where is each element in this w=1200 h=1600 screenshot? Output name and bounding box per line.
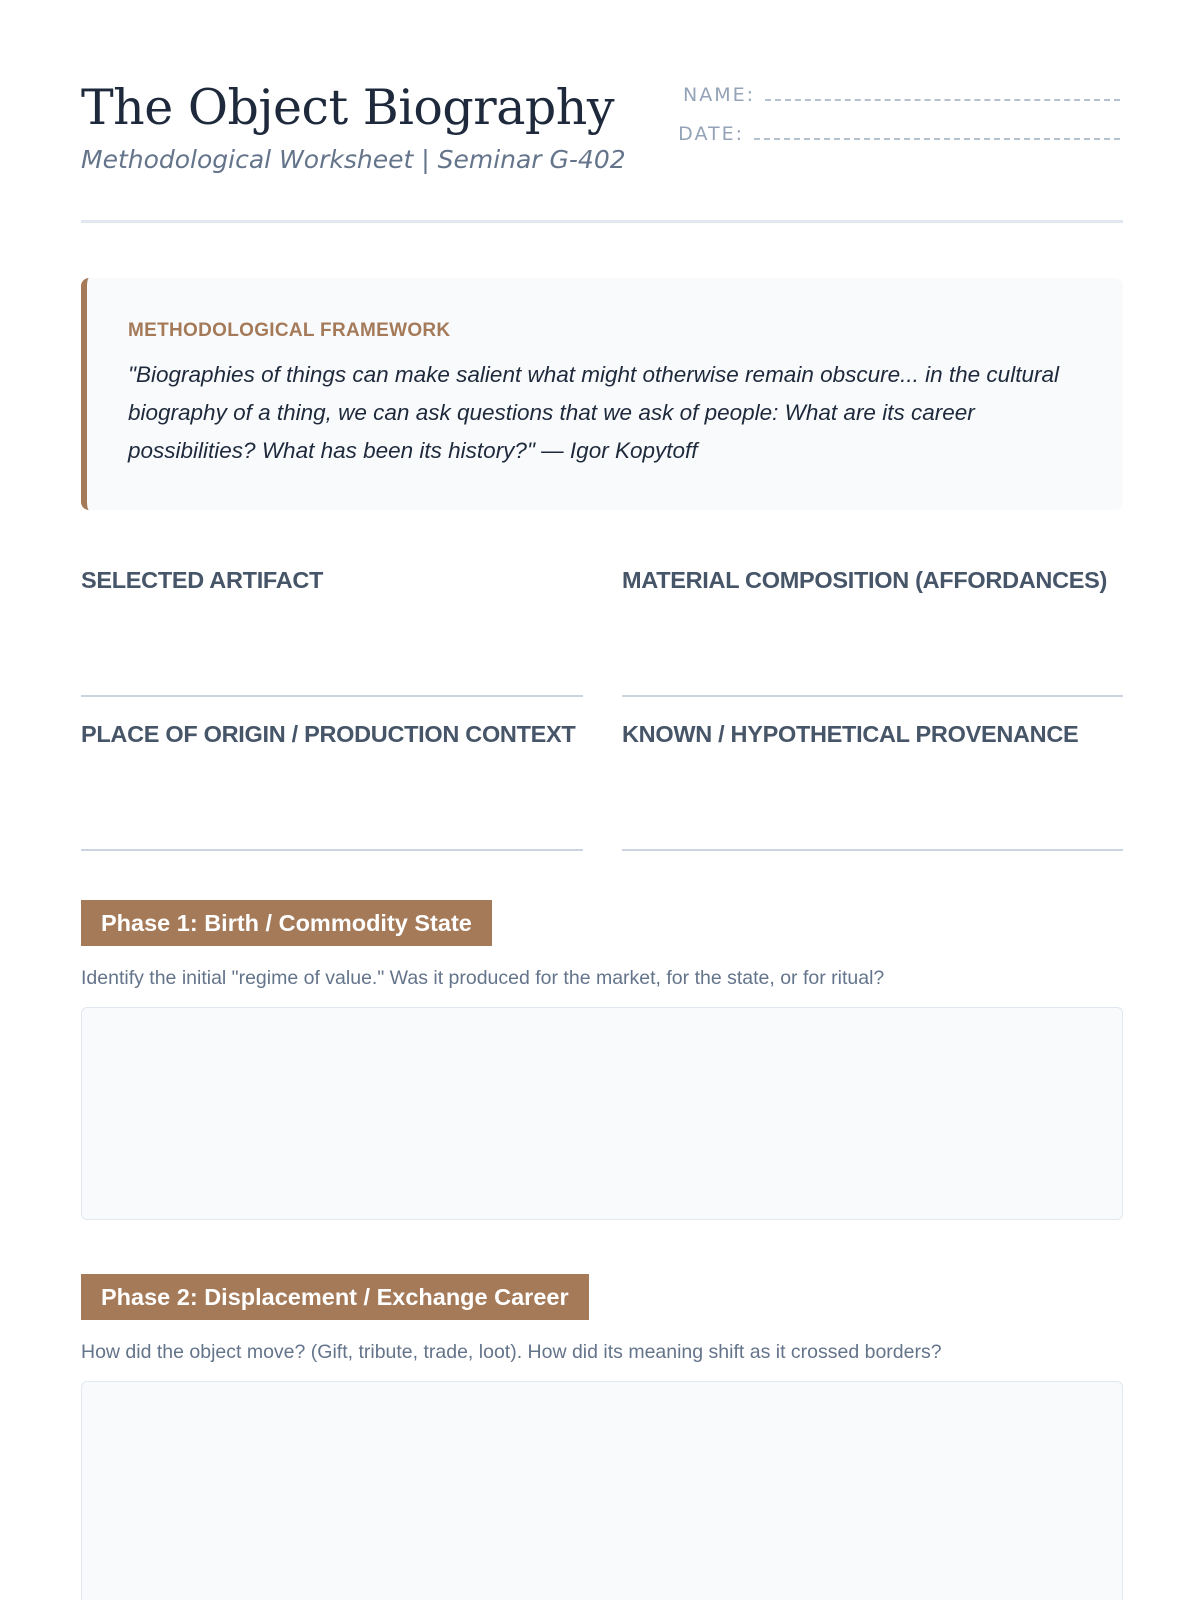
methodological-framework-callout	[81, 278, 1123, 510]
selected-artifact-field[interactable]	[81, 567, 583, 697]
selected-artifact-label: SELECTED ARTIFACT	[81, 567, 324, 593]
phase-2-prompt: How did the object move? (Gift, tribute, trade, loot). How did its meaning shift as it crossed borders?	[81, 1341, 942, 1363]
phase-1-prompt: Identify the initial "regime of value." Was it produced for the market, for the state, or for ritual?	[81, 967, 885, 989]
worksheet-header	[81, 78, 1120, 222]
place-of-origin-label: PLACE OF ORIGIN / PRODUCTION CONTEXT	[81, 721, 576, 747]
material-composition-field[interactable]	[622, 567, 1123, 697]
name-label: NAME:	[682, 84, 755, 106]
framework-label: METHODOLOGICAL FRAMEWORK	[128, 320, 451, 341]
framework-quote: "Biographies of things can make salient what might otherwise remain obscure... in the cultural biography of a thing, we can ask questions that we ask of people: What are its career possibilities? What has been its history?" — Igor Kopytoff	[128, 362, 1059, 463]
provenance-label: KNOWN / HYPOTHETICAL PROVENANCE	[622, 721, 1079, 747]
header-divider	[81, 220, 1123, 223]
phase-1-heading: Phase 1: Birth / Commodity State	[81, 900, 492, 946]
page-subtitle: Methodological Worksheet | Seminar G-402	[81, 145, 626, 174]
date-blank-line[interactable]	[754, 122, 1120, 140]
provenance-field[interactable]	[622, 721, 1123, 851]
place-of-origin-field[interactable]	[81, 721, 583, 851]
phase-2-response-box[interactable]	[81, 1381, 1123, 1600]
material-composition-label: MATERIAL COMPOSITION (AFFORDANCES)	[622, 567, 1108, 593]
date-field	[678, 122, 1120, 145]
phase-1-response-box[interactable]	[81, 1007, 1123, 1220]
page-title: The Object Biography	[81, 79, 615, 136]
name-blank-line[interactable]	[765, 83, 1120, 101]
name-field	[683, 83, 1120, 106]
phase-2-heading: Phase 2: Displacement / Exchange Career	[81, 1274, 589, 1320]
date-label: DATE:	[678, 123, 744, 145]
